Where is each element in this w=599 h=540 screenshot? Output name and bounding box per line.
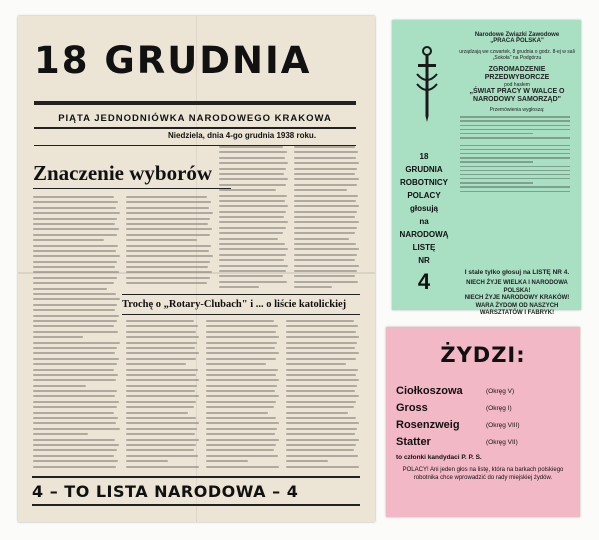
vote-line: 18: [419, 152, 429, 161]
text-line: [126, 374, 196, 376]
subheadline-rule-top: [122, 294, 360, 295]
vote-line: głosują: [409, 204, 438, 213]
text-line: [33, 369, 114, 371]
text-line: [126, 433, 195, 435]
text-line: [460, 149, 570, 150]
text-line: [219, 157, 285, 159]
text-line: [206, 390, 275, 392]
text-line: [33, 282, 114, 284]
headline-rule: [33, 188, 231, 189]
bottom-rule-bottom: [32, 504, 360, 506]
text-line: [286, 455, 358, 457]
candidate-name: Rosenzweig: [396, 419, 460, 431]
text-line: [126, 245, 211, 247]
text-line: [294, 189, 347, 191]
text-line: [126, 218, 210, 220]
text-line: [219, 162, 288, 164]
text-line: [286, 320, 354, 322]
text-line: [126, 363, 186, 365]
text-line: [294, 227, 357, 229]
text-line: [33, 363, 117, 365]
text-line: [33, 266, 115, 268]
text-line: [206, 401, 276, 403]
text-line: [286, 336, 359, 338]
text-line: [286, 342, 357, 344]
text-line: [126, 212, 213, 214]
text-line: [206, 342, 277, 344]
bottom-banner: 4 – TO LISTA NARODOWA – 4: [32, 482, 299, 501]
text-line: [206, 363, 266, 365]
text-line: [294, 281, 358, 283]
text-line: [33, 379, 116, 381]
text-line: [206, 412, 268, 414]
text-line: [460, 145, 570, 146]
subheadline: Trochę o „Rotary-Clubach" i ... o liście katolickiej: [122, 299, 347, 310]
text-line: [286, 401, 356, 403]
list-number: 4: [417, 269, 431, 294]
text-line: [294, 205, 359, 207]
text-line: [460, 133, 533, 134]
text-line: [126, 250, 209, 252]
text-line: [126, 379, 199, 381]
slogan: NIECH ŻYJE WIELKA I NARODOWA POLSKA!: [466, 280, 568, 294]
body-column-2: [126, 196, 214, 292]
text-line: [286, 385, 357, 387]
text-line: [219, 211, 286, 213]
text-line: [294, 157, 356, 159]
candidate-name: Ciołkoszowa: [396, 385, 463, 397]
text-line: [206, 379, 279, 381]
text-line: [206, 358, 276, 360]
text-line: [33, 293, 116, 295]
slogans: [456, 280, 578, 318]
candidate-district: (Okręg VIII): [486, 422, 520, 429]
text-line: [126, 228, 212, 230]
text-line: [286, 325, 358, 327]
text-line: [126, 234, 210, 236]
text-line: [286, 390, 355, 392]
vote-line: na: [419, 217, 429, 226]
text-line: [33, 374, 118, 376]
text-line: [206, 460, 248, 462]
body-column-5: [126, 320, 200, 472]
text-line: [294, 173, 355, 175]
text-line: [33, 422, 116, 424]
text-line: [460, 153, 570, 154]
text-line: [33, 239, 104, 241]
text-line: [33, 309, 115, 311]
candidate-name: Gross: [396, 402, 428, 414]
text-line: [294, 211, 357, 213]
text-line: [206, 444, 276, 446]
text-line: [33, 207, 116, 209]
text-line: [460, 191, 570, 192]
title-rule: [34, 101, 356, 105]
text-line: [286, 444, 356, 446]
text-line: [126, 439, 199, 441]
text-line: [460, 120, 570, 121]
text-line: [286, 379, 359, 381]
text-line: [126, 395, 199, 397]
event-intro: urządzają we czwartek, 8 grudnia o godz. 8-ej w sali „Sokoła" na Podgórzu: [459, 48, 575, 62]
vote-line: NR: [418, 256, 430, 265]
newspaper-title: 18 GRUDNIA: [34, 39, 312, 82]
text-line: [206, 347, 275, 349]
text-line: [286, 433, 355, 435]
text-line: [294, 184, 357, 186]
text-line: [33, 428, 120, 430]
text-line: [294, 146, 355, 148]
text-line: [33, 261, 117, 263]
text-line: [126, 347, 195, 349]
text-line: [460, 186, 570, 187]
text-line: [286, 406, 354, 408]
text-line: [33, 271, 119, 273]
text-line: [286, 466, 359, 468]
text-line: [126, 417, 196, 419]
text-line: [294, 168, 357, 170]
text-line: [219, 146, 283, 148]
text-line: [286, 369, 358, 371]
text-line: [126, 460, 168, 462]
vote-line: GRUDNIA: [405, 165, 443, 174]
text-line: [206, 433, 275, 435]
text-line: [126, 369, 198, 371]
text-line: [33, 223, 115, 225]
text-line: [33, 455, 114, 457]
body-column-3: [219, 146, 289, 292]
appeal-text: POLACY! Ani jeden głos na listę, która na barkach polskiego robotnika chce wprowadzić do rady miejskiej żydów.: [402, 467, 564, 481]
motto-label: pod hasłem: [504, 81, 530, 88]
text-line: [460, 129, 570, 130]
text-line: [294, 200, 356, 202]
text-line: [126, 261, 210, 263]
text-line: [219, 232, 283, 234]
text-line: [126, 466, 199, 468]
text-line: [219, 281, 287, 283]
text-line: [294, 238, 349, 240]
text-line: [219, 151, 287, 153]
text-line: [33, 439, 115, 441]
text-line: [206, 325, 278, 327]
text-line: [33, 433, 88, 435]
text-line: [126, 266, 208, 268]
text-line: [33, 277, 117, 279]
text-line: [126, 201, 211, 203]
text-line: [294, 270, 357, 272]
candidate-district: (Okręg V): [486, 388, 515, 395]
text-line: [294, 221, 359, 223]
text-line: [33, 212, 120, 214]
text-line: [33, 331, 118, 333]
text-line: [126, 277, 210, 279]
text-line: [33, 385, 86, 387]
text-line: [126, 255, 213, 257]
text-line: [33, 255, 120, 257]
text-line: [286, 331, 356, 333]
text-line: [126, 223, 208, 225]
text-line: [219, 259, 284, 261]
text-line: [460, 116, 570, 117]
text-line: [206, 449, 274, 451]
text-line: [219, 200, 285, 202]
text-line: [206, 417, 276, 419]
text-line: [286, 422, 359, 424]
text-line: [33, 401, 119, 403]
text-line: [33, 218, 117, 220]
text-line: [219, 248, 288, 250]
text-line: [219, 227, 286, 229]
text-line: [219, 168, 286, 170]
text-line: [294, 286, 332, 288]
pink-leaflet: [386, 327, 580, 517]
text-line: [206, 422, 279, 424]
headline: Znaczenie wyborów: [33, 161, 213, 185]
body-column-4: [294, 146, 360, 292]
text-line: [206, 466, 279, 468]
text-line: [286, 347, 355, 349]
candidate-district: (Okręg I): [486, 405, 512, 412]
text-line: [206, 395, 279, 397]
text-line: [294, 151, 358, 153]
text-line: [126, 320, 194, 322]
text-line: [219, 189, 276, 191]
text-line: [294, 254, 357, 256]
text-line: [126, 385, 197, 387]
text-line: [460, 166, 570, 167]
text-line: [33, 288, 107, 290]
text-line: [206, 336, 279, 338]
text-line: [33, 412, 114, 414]
text-line: [294, 178, 359, 180]
text-line: [126, 271, 212, 273]
text-line: [294, 195, 358, 197]
text-line: [126, 422, 199, 424]
green-leaflet: [392, 20, 581, 316]
body-column-1: [33, 196, 121, 474]
speakers-text: [456, 116, 578, 138]
event-announcement: [456, 32, 578, 316]
text-line: [33, 449, 117, 451]
slogan: NIECH ŻYJE NARODOWY KRAKÓW!: [464, 295, 570, 301]
text-line: [460, 182, 533, 183]
text-line: [206, 369, 278, 371]
text-line: [33, 304, 117, 306]
text-line: [219, 254, 286, 256]
text-line: [33, 325, 114, 327]
sword-emblem-icon: [414, 44, 440, 124]
text-line: [206, 455, 278, 457]
text-line: [294, 248, 359, 250]
text-line: [206, 320, 274, 322]
vote-line: LISTĘ: [412, 243, 436, 252]
vote-line: ROBOTNICY: [400, 178, 448, 187]
text-line: [33, 390, 117, 392]
text-line: [206, 385, 277, 387]
text-line: [219, 216, 284, 218]
candidate-district: (Okręg VII): [486, 439, 518, 446]
body-column-7: [286, 320, 360, 472]
org-name: Narodowe Związki Zawodowe: [474, 32, 560, 38]
text-line: [33, 358, 119, 360]
text-line: [33, 196, 114, 198]
newspaper-date: Niedziela, dnia 4-go grudnia 1938 roku.: [168, 131, 317, 140]
text-line: [126, 428, 197, 430]
text-line: [33, 228, 119, 230]
text-line: [286, 439, 359, 441]
text-line: [460, 161, 533, 162]
text-line: [33, 336, 83, 338]
text-line: [286, 412, 348, 414]
pink-title: ŻYDZI:: [440, 343, 526, 367]
text-line: [33, 395, 115, 397]
text-line: [33, 347, 117, 349]
speakers-label: Przemówienia wygłoszą:: [489, 107, 545, 114]
vote-line: NARODOWĄ: [399, 230, 449, 239]
text-line: [206, 428, 277, 430]
candidates-note: to członki kandydaci P. P. S.: [396, 454, 482, 461]
text-line: [219, 195, 287, 197]
text-line: [126, 412, 188, 414]
text-line: [126, 352, 199, 354]
text-line: [219, 178, 288, 180]
text-line: [294, 162, 359, 164]
text-line: [286, 374, 356, 376]
motto: „ŚWIAT PRACY W WALCE O NARODOWY SAMORZĄD": [469, 88, 565, 104]
slogan: WARA ŻYDOM OD NASZYCH WARSZTATÓW I FABRYK!: [475, 302, 559, 316]
body-text: [456, 145, 578, 192]
text-line: [294, 232, 355, 234]
text-line: [286, 395, 359, 397]
text-line: [206, 406, 274, 408]
text-line: [219, 221, 288, 223]
text-line: [126, 196, 207, 198]
text-line: [33, 320, 117, 322]
text-line: [460, 174, 570, 175]
text-line: [206, 352, 279, 354]
text-line: [460, 170, 570, 171]
text-line: [286, 449, 354, 451]
vote-row-text: I stale tylko głosuj na LISTĘ NR 4.: [464, 269, 570, 276]
subtitle-rule: [34, 127, 356, 129]
text-line: [33, 201, 118, 203]
text-line: [206, 374, 276, 376]
text-line: [33, 444, 119, 446]
text-line: [219, 184, 286, 186]
text-line: [126, 342, 197, 344]
candidate-name: Statter: [396, 436, 431, 448]
text-line: [33, 406, 117, 408]
text-line: [219, 286, 259, 288]
text-line: [219, 205, 288, 207]
text-line: [33, 245, 118, 247]
text-line: [460, 125, 570, 126]
text-line: [33, 466, 116, 468]
text-line: [219, 275, 283, 277]
text-line: [33, 315, 119, 317]
bottom-rule-top: [32, 476, 360, 478]
text-line: [126, 390, 195, 392]
event-title: ZGROMADZENIE PRZEDWYBORCZE: [484, 65, 550, 81]
text-line: [126, 455, 198, 457]
text-line: [126, 325, 198, 327]
text-line: [126, 336, 199, 338]
text-line: [219, 173, 284, 175]
text-line: [286, 358, 356, 360]
text-line: [33, 460, 118, 462]
text-line: [286, 352, 359, 354]
text-line: [126, 358, 196, 360]
text-line: [33, 342, 120, 344]
text-line: [126, 282, 207, 284]
text-line: [219, 265, 288, 267]
text-line: [460, 178, 570, 179]
text-line: [126, 331, 196, 333]
text-line: [33, 250, 116, 252]
text-line: [33, 417, 118, 419]
text-line: [126, 444, 196, 446]
text-line: [460, 157, 570, 158]
org-subname: „PRACA POLSKA": [490, 38, 544, 45]
text-line: [294, 243, 356, 245]
vote-row: [456, 270, 578, 276]
text-line: [286, 460, 328, 462]
text-line: [206, 439, 279, 441]
text-line: [126, 401, 196, 403]
text-line: [219, 243, 285, 245]
body-column-6: [206, 320, 280, 472]
text-line: [126, 449, 194, 451]
vote-column: [392, 150, 456, 297]
text-line: [294, 265, 359, 267]
newspaper-page: [18, 16, 375, 522]
text-line: [460, 137, 570, 138]
text-line: [286, 363, 346, 365]
subheadline-rule-bottom: [122, 314, 360, 315]
text-line: [286, 428, 357, 430]
text-line: [33, 352, 115, 354]
text-line: [286, 417, 356, 419]
text-line: [206, 331, 276, 333]
text-line: [33, 234, 117, 236]
vote-line: POLACY: [407, 191, 441, 200]
newspaper-subtitle: PIĄTA JEDNODNIÓWKA NARODOWEGO KRAKOWA: [58, 113, 332, 124]
text-line: [126, 239, 197, 241]
text-line: [294, 216, 355, 218]
text-line: [126, 207, 209, 209]
text-line: [294, 275, 355, 277]
text-line: [126, 406, 194, 408]
text-line: [219, 270, 286, 272]
text-line: [219, 238, 278, 240]
text-line: [294, 259, 355, 261]
text-line: [33, 298, 120, 300]
